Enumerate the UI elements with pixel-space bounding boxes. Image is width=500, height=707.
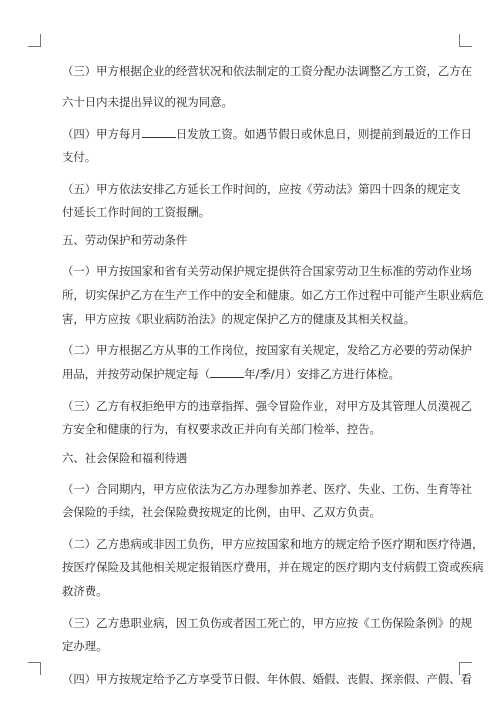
- section-heading: 六、社会保险和福利待遇: [62, 451, 188, 465]
- text-line-with-blank: [62, 127, 472, 141]
- text-line: 按医疗保险及其他相关规定报销医疗费用，并在规定的医疗期内支付病假工资或疾病: [62, 560, 484, 574]
- text-line: 所，切实保护乙方在生产工作中的安全和健康。如乙方工作过程中可能产生职业病危: [62, 288, 484, 302]
- text-line: （三）甲方根据企业的经营状况和依法制定的工资分配办法调整乙方工资，乙方在: [62, 64, 473, 78]
- text-line: （三）乙方患职业病，因工负伤或者因工死亡的，甲方应按《工伤保险条例》的规: [62, 616, 473, 630]
- text-line-with-blank: [62, 367, 442, 381]
- text-line: 付延长工作时间的工资报酬。: [62, 205, 211, 219]
- text-line: （三）乙方有权拒绝甲方的违章指挥、强令冒险作业，对甲方及其管理人员漠视乙: [62, 399, 473, 413]
- text-line: 救济费。: [62, 584, 108, 598]
- fill-in-blank: [142, 127, 176, 138]
- text-line: （一）合同期内，甲方应依法为乙方办理参加养老、医疗、失业、工伤、生育等社: [62, 482, 473, 496]
- text-fragment: 日发放工资。如遇节假日或休息日，则提前到最近的工作日: [175, 127, 472, 141]
- text-line: 六十日内未提出异议的视为同意。: [62, 95, 233, 109]
- text-line: （二）乙方患病或非因工负伤，甲方应按国家和地方的规定给予医疗期和医疗待遇，: [62, 537, 484, 551]
- fill-in-blank: [210, 367, 244, 378]
- text-fragment: 用品，并按劳动保护规定每（: [62, 367, 211, 381]
- text-line: （一）甲方按国家和省有关劳动保护规定提供符合国家劳动卫生标准的劳动作业场: [62, 264, 473, 278]
- text-fragment: （四）甲方每月: [62, 127, 142, 141]
- crop-mark-top-right: [459, 34, 472, 47]
- section-heading: 五、劳动保护和劳动条件: [62, 233, 188, 247]
- text-line: （五）甲方依法安排乙方延长工作时间的，应按《劳动法》第四十四条的规定支: [62, 182, 461, 196]
- text-line: 害，甲方应按《职业病防治法》的规定保护乙方的健康及其相关权益。: [62, 312, 416, 326]
- text-fragment: 年/季/月）安排乙方进行体检。: [244, 367, 400, 381]
- text-line: 定办理。: [62, 639, 108, 653]
- text-line: （四）甲方按规定给予乙方享受节日假、年休假、婚假、丧假、探亲假、产假、看: [62, 672, 473, 686]
- text-line: 会保险的手续，社会保险费按规定的比例，由甲、乙双方负责。: [62, 505, 381, 519]
- crop-mark-top-left: [28, 34, 41, 47]
- crop-mark-bottom-left: [28, 662, 41, 675]
- text-line: 支付。: [62, 150, 97, 164]
- text-line: 方安全和健康的行为，有权要求改正并向有关部门检举、控告。: [62, 422, 381, 436]
- text-line: （二）甲方根据乙方从事的工作岗位，按国家有关规定，发给乙方必要的劳动保护: [62, 343, 473, 357]
